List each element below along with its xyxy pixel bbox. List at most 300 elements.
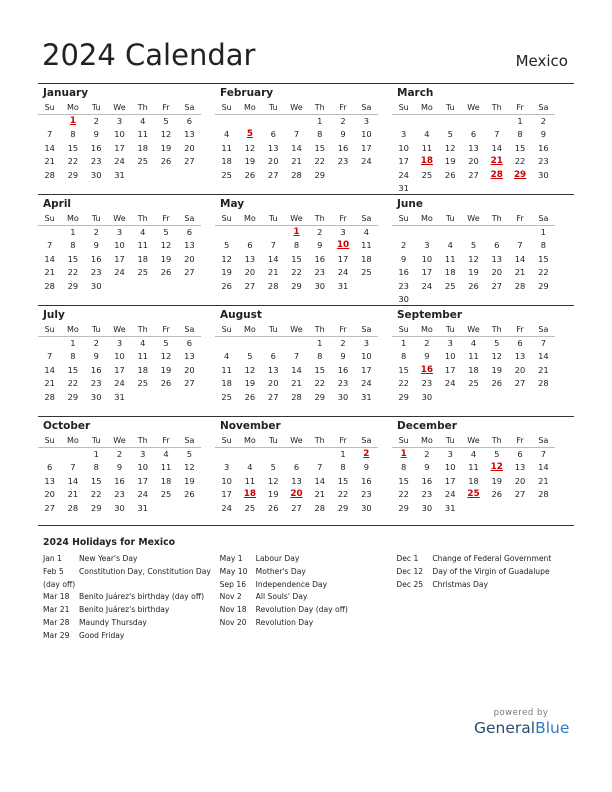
day-cell: 14 [514,253,526,264]
day-cell: 14 [538,351,549,361]
holiday-name [79,579,220,592]
month-december [392,417,555,525]
day-cell: 13 [291,475,302,486]
day-cell: 10 [444,462,456,472]
weekday-header: Fr [331,101,354,115]
weekday-header: Su [38,434,61,448]
day-cell: 30 [421,502,433,513]
empty-day-cell [308,448,331,462]
day-cell: 20 [244,267,256,277]
day-cell: 26 [244,169,256,180]
holiday-day-cell: 16 [420,364,434,375]
day-cell: 17 [114,253,125,264]
month-row [38,194,574,305]
day-cell: 1 [317,337,323,348]
day-cell: 24 [398,169,409,180]
day-cell: 4 [470,448,477,459]
day-cell: 10 [114,351,125,361]
day-cell: 1 [93,448,99,459]
day-cell: 19 [468,267,479,277]
month-days-grid [38,101,201,182]
holiday-date: Feb 5 [43,566,64,576]
day-cell: 4 [140,115,146,126]
day-cell: 3 [424,240,430,250]
day-cell: 7 [317,462,323,472]
empty-day-cell [238,226,261,240]
day-cell: 10 [421,253,433,264]
day-cell: 21 [314,489,326,499]
day-cell: 7 [540,337,546,348]
weekday-header: Tu [85,212,108,226]
empty-day-cell [61,448,84,462]
day-cell: 26 [491,489,503,499]
day-cell: 16 [337,364,349,375]
empty-day-cell [262,115,285,129]
day-cell: 4 [470,337,477,348]
holiday-day-cell: 12 [490,462,503,472]
holiday-name: Mother's Day [255,566,306,576]
day-cell: 1 [340,448,346,459]
day-cell: 9 [424,351,430,361]
day-cell: 21 [267,267,279,277]
day-cell: 11 [137,351,149,361]
day-cell: 2 [93,115,99,126]
month-name: December [397,420,457,432]
empty-day-cell [462,226,485,240]
day-cell: 31 [444,502,456,513]
holiday-name: Revolution Day (day off) [255,605,348,615]
holiday-item [396,566,573,579]
day-cell: 16 [90,253,102,264]
day-cell: 6 [247,240,253,250]
holiday-name: Constitution Day, Constitution Day [79,566,211,576]
holiday-item [43,591,220,604]
day-cell: 13 [514,351,526,361]
weekday-header: We [285,434,308,448]
day-cell: 29 [538,280,549,291]
day-cell: 14 [291,142,302,153]
holiday-day-cell: 20 [290,489,303,499]
holiday-date: Mar 28 [43,617,70,627]
weekday-header: We [462,101,485,115]
weekday-header: Su [38,212,61,226]
holiday-name: Good Friday [79,630,125,640]
day-cell: 27 [244,280,256,291]
day-cell: 28 [314,502,326,513]
day-cell: 22 [514,156,526,166]
holiday-name: Labour Day [255,554,300,563]
holiday-item [220,617,397,630]
day-cell: 30 [337,391,349,402]
weekday-header: Fr [154,434,177,448]
day-cell: 29 [67,391,79,402]
day-cell: 17 [361,364,372,375]
holiday-date: Dec 25 [396,579,424,589]
weekday-header: Th [485,212,508,226]
holiday-date: Sep 16 [219,579,247,589]
day-cell: 7 [47,351,53,361]
day-cell: 1 [317,115,323,126]
day-cell: 30 [398,294,409,304]
day-cell: 18 [160,475,172,486]
day-cell: 28 [291,391,302,402]
day-cell: 6 [517,337,523,348]
day-cell: 29 [67,280,79,291]
day-cell: 29 [67,169,79,180]
holiday-date: May 1 [219,554,243,563]
day-cell: 5 [247,351,253,361]
day-cell: 13 [184,240,195,250]
day-cell: 16 [361,475,372,486]
holidays-column [396,553,573,643]
day-cell: 25 [221,391,232,402]
weekday-header: Su [38,101,61,115]
weekday-header: Sa [178,212,201,226]
day-cell: 21 [538,475,549,486]
day-cell: 30 [314,280,326,291]
day-cell: 14 [44,253,55,264]
holiday-day-cell: 10 [336,240,350,250]
day-cell: 6 [47,462,53,472]
day-cell: 18 [444,267,456,277]
day-cell: 14 [67,475,79,486]
weekday-header: Th [485,434,508,448]
day-cell: 15 [67,253,79,264]
day-cell: 31 [114,391,125,402]
day-cell: 21 [44,156,55,166]
holiday-item [43,604,220,617]
day-cell: 25 [137,378,149,388]
day-cell: 16 [90,142,102,153]
day-cell: 19 [491,364,503,375]
day-cell: 26 [184,489,195,499]
day-cell: 22 [90,489,102,499]
day-cell: 16 [90,364,102,375]
day-cell: 3 [116,226,123,237]
day-cell: 29 [314,169,326,180]
brand-name [474,719,568,737]
empty-day-cell [262,337,285,351]
day-cell: 13 [184,129,195,139]
month-april [38,195,201,305]
month-may [215,195,378,305]
day-cell: 9 [340,351,346,361]
month-name: May [220,198,245,210]
day-cell: 25 [221,169,232,180]
day-cell: 5 [224,240,230,250]
day-cell: 14 [291,364,302,375]
day-cell: 2 [401,240,407,250]
day-cell: 22 [67,156,79,166]
day-cell: 11 [221,142,232,153]
weekday-header: Th [131,101,154,115]
day-cell: 2 [317,226,323,237]
empty-day-cell [238,337,261,351]
weekday-header: Su [215,212,238,226]
holiday-name: Revolution Day [255,617,314,627]
weekday-header: Sa [178,434,201,448]
holiday-item [43,630,220,643]
day-cell: 27 [514,378,526,388]
day-cell: 3 [401,129,407,139]
day-cell: 9 [317,240,323,250]
day-cell: 12 [160,351,172,361]
holidays-section [43,537,573,643]
day-cell: 11 [361,240,372,250]
day-cell: 24 [444,378,456,388]
day-cell: 7 [517,240,523,250]
empty-day-cell [38,448,61,462]
day-cell: 19 [160,364,172,375]
holiday-name: Maundy Thursday [79,617,147,627]
day-cell: 17 [337,253,349,264]
day-cell: 31 [398,183,409,193]
day-cell: 23 [114,489,125,499]
day-cell: 3 [363,337,369,348]
day-cell: 7 [540,448,546,459]
day-cell: 15 [314,142,326,153]
day-cell: 27 [184,378,195,388]
weekday-header: Mo [238,212,261,226]
day-cell: 6 [470,129,477,139]
day-cell: 21 [291,156,302,166]
day-cell: 22 [398,489,409,499]
holiday-name: New Year's Day [79,554,138,563]
day-cell: 11 [137,240,149,250]
day-cell: 31 [361,391,372,402]
holiday-day-cell: 1 [293,226,300,237]
day-cell: 6 [270,351,276,361]
day-cell: 8 [70,240,76,250]
empty-day-cell [38,115,61,129]
day-cell: 31 [337,280,349,291]
day-cell: 26 [444,169,456,180]
day-cell: 11 [468,351,479,361]
day-cell: 10 [114,129,125,139]
day-cell: 10 [361,129,372,139]
day-cell: 15 [67,142,79,153]
day-cell: 18 [137,142,149,153]
day-cell: 27 [44,502,55,513]
holiday-date: (day off) [43,579,76,589]
empty-day-cell [238,115,261,129]
weekday-header: Tu [262,323,285,337]
day-cell: 23 [337,156,349,166]
weekday-header: Sa [355,101,378,115]
day-cell: 15 [398,475,409,486]
day-cell: 28 [291,169,302,180]
weekday-header: Th [308,101,331,115]
day-cell: 30 [90,391,102,402]
day-cell: 6 [186,115,192,126]
month-name: November [220,420,281,432]
day-cell: 20 [267,378,279,388]
day-cell: 10 [444,351,456,361]
day-cell: 9 [116,462,123,472]
empty-day-cell [439,226,462,240]
month-days-grid [38,212,201,293]
holiday-item [43,566,220,579]
weekday-header: Mo [415,434,438,448]
day-cell: 26 [160,156,172,166]
empty-day-cell [415,226,438,240]
month-name: October [43,420,91,432]
day-cell: 22 [337,489,349,499]
day-cell: 30 [538,169,549,180]
day-cell: 21 [291,378,302,388]
month-august [215,306,378,416]
empty-day-cell [485,226,508,240]
day-cell: 12 [184,462,195,472]
day-cell: 9 [93,129,99,139]
day-cell: 8 [401,462,407,472]
day-cell: 5 [163,115,169,126]
weekday-header: We [108,323,131,337]
weekday-header: Tu [262,212,285,226]
day-cell: 5 [163,226,169,237]
weekday-header: Fr [508,434,531,448]
day-cell: 24 [114,156,125,166]
day-cell: 18 [221,156,232,166]
day-cell: 2 [93,337,99,348]
country-label: Mexico [515,52,568,70]
day-cell: 3 [116,337,123,348]
day-cell: 23 [90,267,102,277]
day-cell: 29 [398,502,409,513]
day-cell: 26 [468,280,479,291]
day-cell: 2 [424,448,430,459]
day-cell: 11 [137,129,149,139]
day-cell: 11 [421,142,433,153]
weekday-header: Mo [61,434,84,448]
weekday-header: Sa [355,212,378,226]
month-days-grid [38,323,201,404]
day-cell: 12 [491,351,503,361]
holiday-item [43,579,220,592]
holiday-name: Day of the Virgin of Guadalupe [432,566,550,576]
weekday-header: Sa [532,434,555,448]
month-november [215,417,378,525]
day-cell: 19 [160,253,172,264]
day-cell: 8 [340,462,346,472]
holidays-columns [43,553,573,643]
weekday-header: Mo [61,323,84,337]
holiday-item [220,591,397,604]
day-cell: 11 [244,475,256,486]
day-cell: 13 [44,475,55,486]
day-cell: 6 [517,448,523,459]
month-june [392,195,555,305]
holiday-date: May 10 [219,566,248,576]
day-cell: 4 [140,226,146,237]
day-cell: 4 [363,226,369,237]
day-cell: 28 [514,280,526,291]
brand-logo[interactable] [474,708,568,737]
month-name: February [220,87,274,99]
holiday-day-cell: 18 [420,156,434,166]
day-cell: 19 [184,475,195,486]
day-cell: 8 [70,351,76,361]
weekday-header: Th [308,323,331,337]
day-cell: 8 [293,240,300,250]
weekday-header: We [462,434,485,448]
weekday-header: Tu [439,212,462,226]
day-cell: 7 [70,462,76,472]
day-cell: 9 [401,253,407,264]
empty-day-cell [415,115,438,129]
weekday-header: Th [131,323,154,337]
day-cell: 2 [116,448,123,459]
empty-day-cell [215,448,238,462]
day-cell: 6 [293,462,300,472]
day-cell: 28 [538,489,549,499]
weekday-header: Fr [331,323,354,337]
weekday-header: Fr [331,434,354,448]
day-cell: 27 [491,280,503,291]
holiday-day-cell: 18 [243,489,257,499]
day-cell: 24 [137,489,149,499]
day-cell: 3 [363,115,369,126]
month-name: January [43,87,89,99]
day-cell: 8 [540,240,546,250]
holiday-day-cell: 21 [490,156,503,166]
holiday-date: Mar 18 [43,592,70,602]
day-cell: 4 [447,240,453,250]
day-cell: 24 [421,280,433,291]
day-cell: 5 [494,337,500,348]
day-cell: 27 [184,156,195,166]
day-cell: 15 [538,253,549,264]
day-cell: 20 [267,156,279,166]
holiday-day-cell: 1 [400,448,407,459]
day-cell: 16 [337,142,349,153]
holiday-item [220,579,397,592]
holiday-day-cell: 5 [246,129,253,139]
day-cell: 22 [67,267,79,277]
day-cell: 16 [538,142,549,153]
holiday-name: Christmas Day [432,579,489,589]
holiday-date: Dec 12 [396,566,424,576]
day-cell: 12 [244,364,256,375]
day-cell: 18 [221,378,232,388]
weekday-header: Su [215,101,238,115]
day-cell: 11 [444,253,456,264]
day-cell: 1 [401,337,407,348]
empty-day-cell [38,226,61,240]
day-cell: 31 [137,502,149,513]
day-cell: 29 [291,280,302,291]
day-cell: 11 [221,364,232,375]
day-cell: 14 [491,142,503,153]
month-name: March [397,87,434,99]
day-cell: 24 [444,489,456,499]
day-cell: 26 [491,378,503,388]
day-cell: 13 [514,462,526,472]
day-cell: 14 [538,462,549,472]
day-cell: 20 [468,156,479,166]
holiday-item [220,604,397,617]
weekday-header: We [285,323,308,337]
day-cell: 5 [270,462,276,472]
day-cell: 17 [221,489,232,499]
day-cell: 25 [444,280,456,291]
day-cell: 20 [184,364,195,375]
holiday-day-cell: 28 [490,169,503,180]
day-cell: 9 [93,351,99,361]
weekday-header: We [108,212,131,226]
empty-day-cell [392,115,415,129]
day-cell: 11 [468,462,479,472]
